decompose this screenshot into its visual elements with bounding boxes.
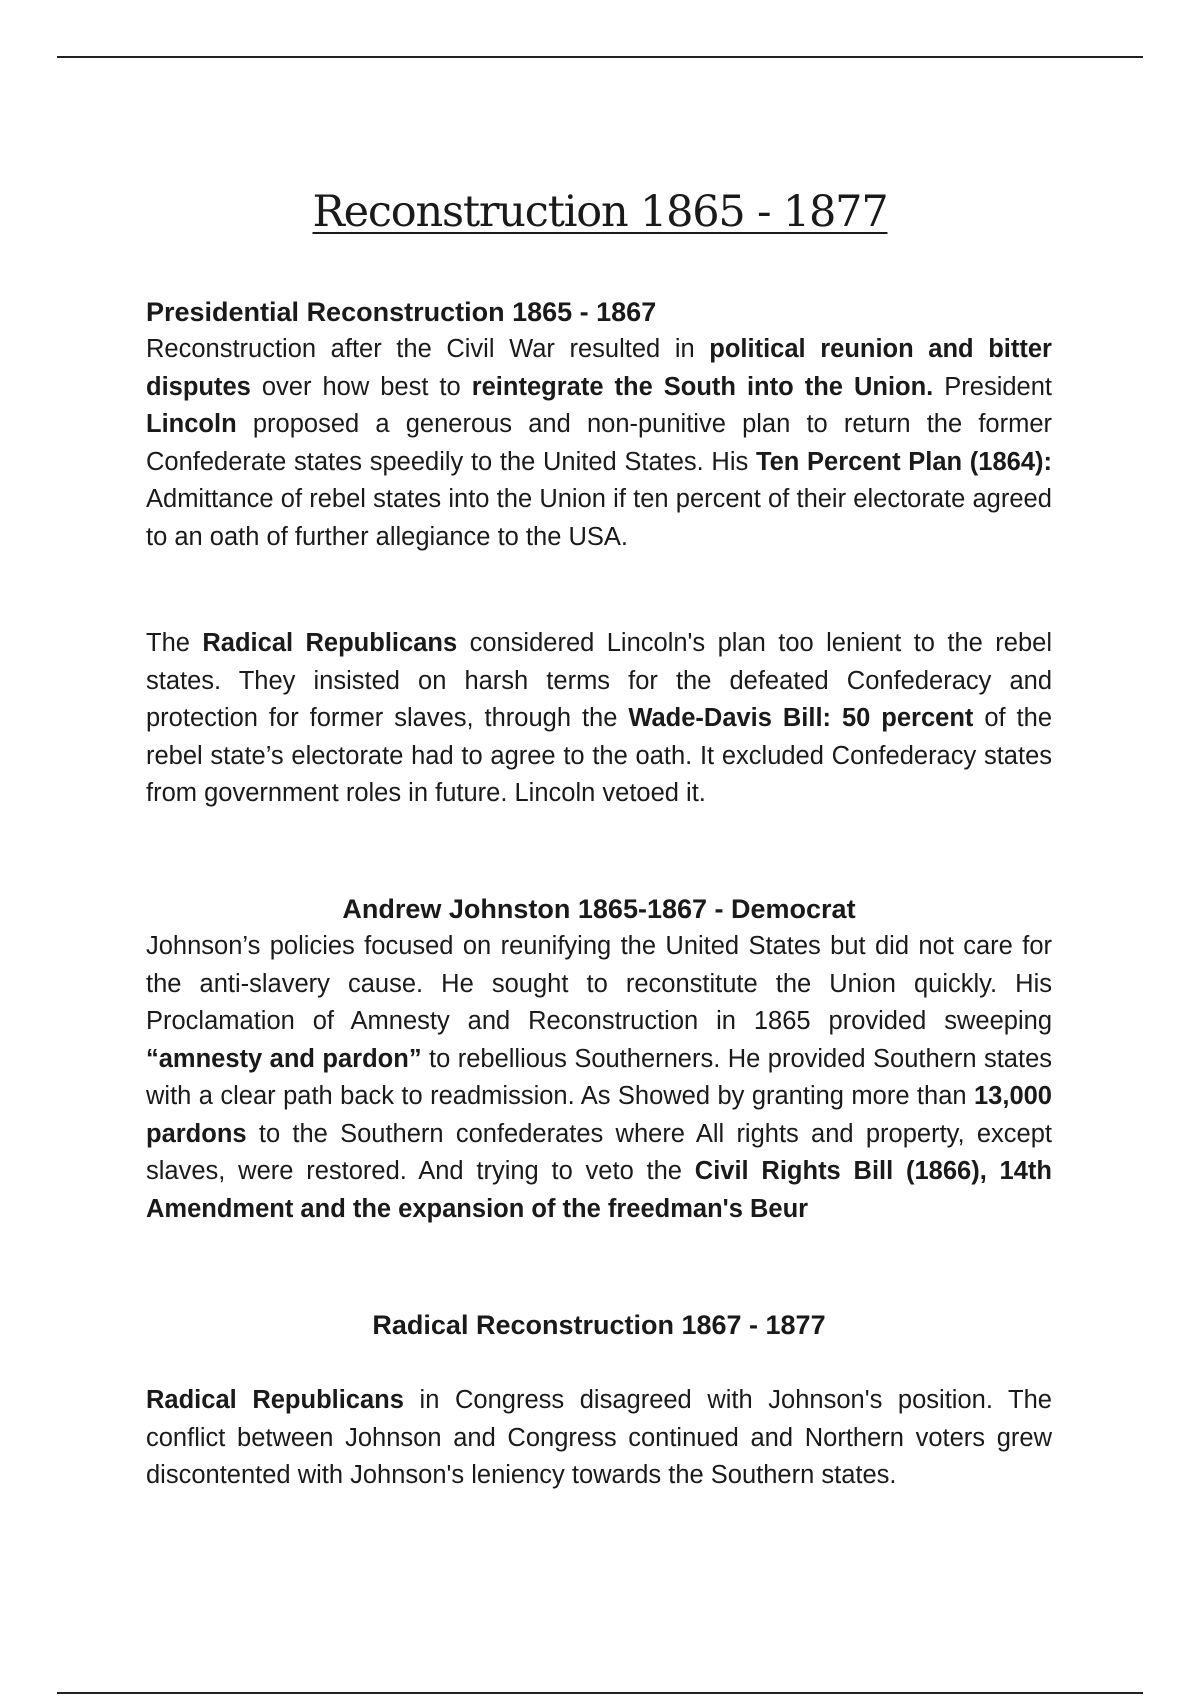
emphasis-text: Wade-Davis Bill: 50 percent bbox=[628, 704, 974, 732]
body-text: proposed a generous and non-punitive plan to return the former Confederate states speedily to the United States. His bbox=[146, 410, 1052, 476]
emphasis-text: “amnesty and pardon” bbox=[146, 1044, 422, 1073]
section-presidential-reconstruction bbox=[146, 293, 1052, 556]
body-text: over how best to bbox=[250, 372, 472, 401]
emphasis-text: Civil Rights Bill (1866), 14th Amendment and the expansion of the freedman's Beur bbox=[146, 1157, 1052, 1223]
emphasis-text: 13,000 pardons bbox=[146, 1082, 1052, 1148]
page-title-text: Reconstruction 1865 - 1877 bbox=[312, 187, 888, 237]
body-text: considered Lincoln's plan too lenient to the rebel states. They insisted on harsh terms for the defeated Confederacy and protection for former slaves, through the bbox=[146, 629, 1052, 732]
section-andrew-johnston bbox=[146, 890, 1052, 1228]
body-text: Johnson’s policies focused on reunifying the United States but did not care for the anti-slavery cause. He sought to reconstitute the Union quickly. His Proclamation of Amnesty and Reconstruction in 1865 provided sweeping bbox=[146, 932, 1052, 1035]
section-paragraph bbox=[146, 928, 1052, 1228]
emphasis-text: political reunion and bitter disputes bbox=[146, 335, 1052, 401]
emphasis-text: Radical Republicans bbox=[202, 629, 458, 657]
section-heading: Presidential Reconstruction 1865 - 1867 bbox=[146, 297, 657, 327]
top-divider bbox=[57, 56, 1143, 58]
body-text: Admittance of rebel states into the Union if ten percent of their electorate agreed to an oath of further allegiance to the USA. bbox=[146, 485, 1052, 551]
emphasis-text: Lincoln bbox=[146, 410, 237, 438]
body-text: in Congress disagreed with Johnson's position. The conflict between Johnson and Congress continued and Northern voters grew discontented with Johnson's leniency towards the Southern states. bbox=[146, 1386, 1052, 1489]
bottom-divider bbox=[57, 1692, 1143, 1694]
body-text: President bbox=[933, 372, 1052, 401]
body-text: The bbox=[146, 629, 203, 657]
section-paragraph bbox=[146, 1382, 1052, 1495]
body-text: Reconstruction after the Civil War resulted in bbox=[146, 335, 710, 363]
emphasis-text: Radical Republicans bbox=[146, 1386, 404, 1414]
body-text: of the rebel state’s electorate had to agree to the oath. It excluded Confederacy states from government roles in future. Lincoln vetoed it. bbox=[146, 704, 1052, 807]
section-radical-reconstruction bbox=[146, 1306, 1052, 1495]
body-text: to rebellious Southerners. He provided Southern states with a clear path back to readmission. As Showed by granting more than bbox=[146, 1044, 1052, 1110]
section-heading: Radical Reconstruction 1867 - 1877 bbox=[372, 1310, 826, 1340]
section-paragraph bbox=[146, 331, 1052, 556]
page-title bbox=[0, 186, 1200, 238]
emphasis-text: Ten Percent Plan (1864): bbox=[755, 447, 1052, 476]
section-paragraph bbox=[146, 625, 1052, 813]
section-radical-republicans bbox=[146, 625, 1052, 813]
emphasis-text: reintegrate the South into the Union. bbox=[471, 372, 934, 401]
section-heading: Andrew Johnston 1865-1867 - Democrat bbox=[342, 894, 856, 924]
body-text: to the Southern confederates where All rights and property, except slaves, were restored. And trying to veto the bbox=[146, 1119, 1052, 1185]
